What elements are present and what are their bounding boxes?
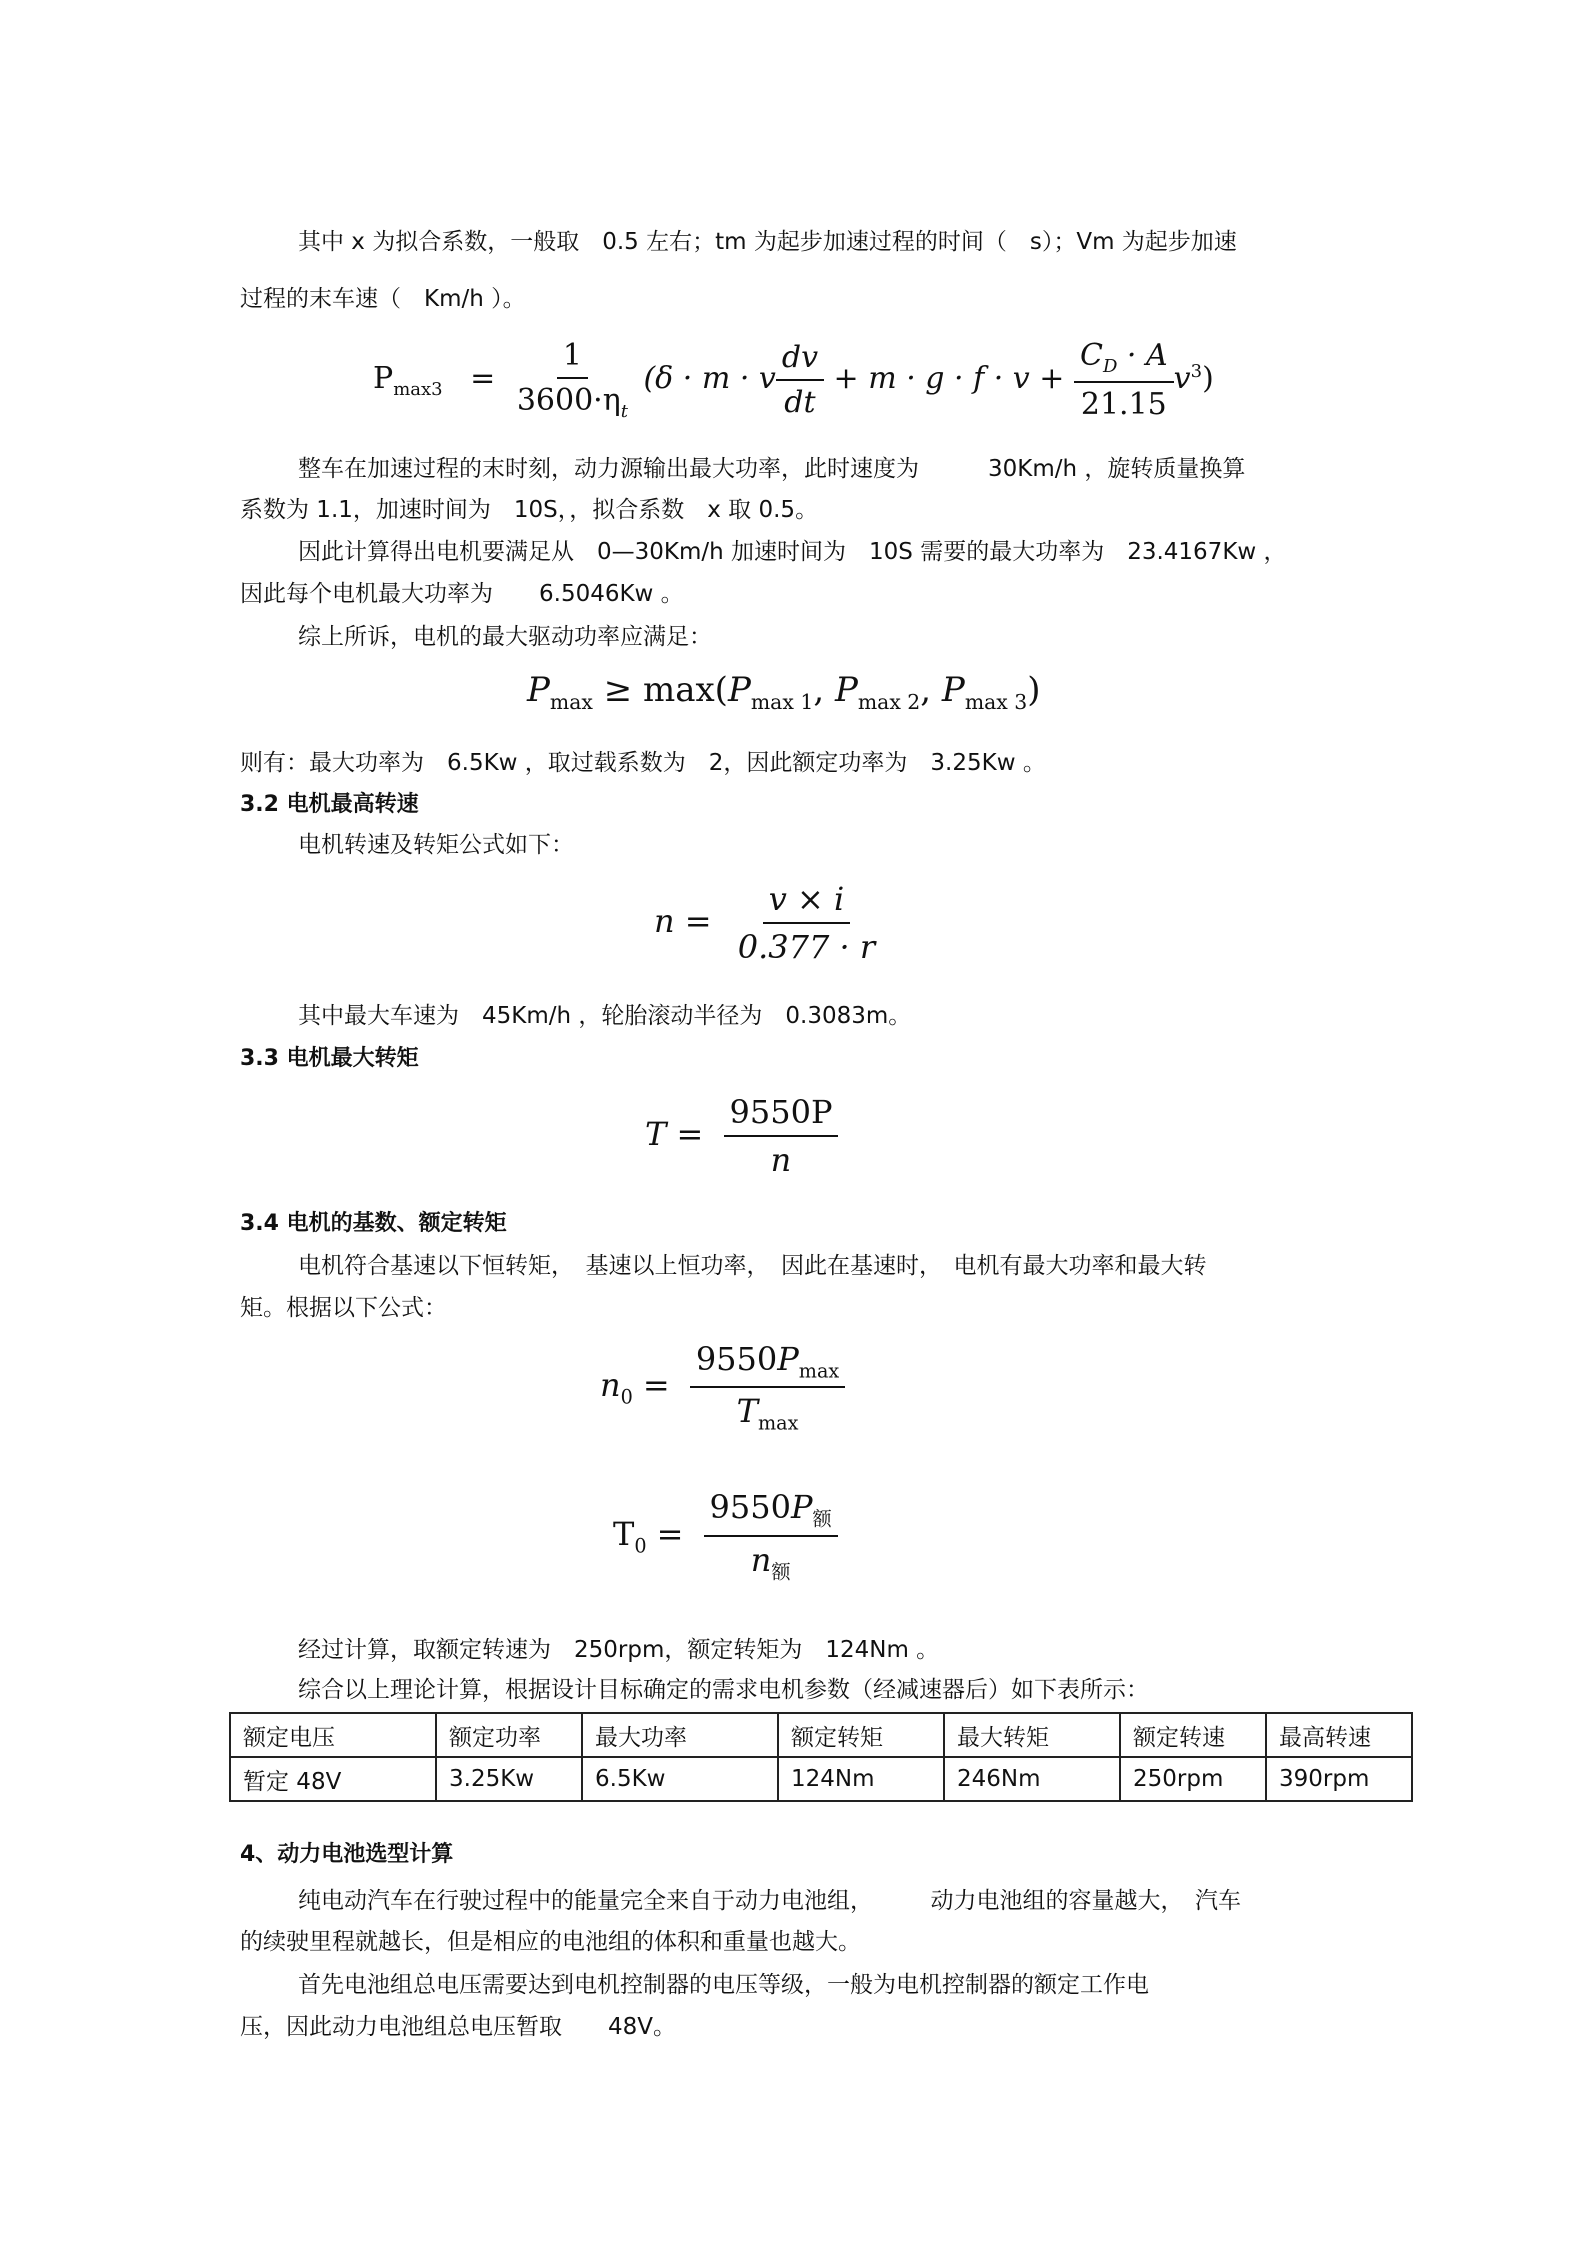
formula-max-torque: T = $\frac{9550P}{n}$ — [645, 1093, 838, 1179]
table-cell: 6.5Kw — [582, 1757, 778, 1801]
paragraph-battery-voltage-cont: 压，因此动力电池组总电压暂取 48V。 — [240, 2014, 677, 2040]
paragraph-summary: 综上所诉，电机的最大驱动功率应满足： — [298, 624, 712, 650]
paragraph-base-speed: 电机符合基速以下恒转矩， 基速以上恒功率， 因此在基速时， 电机有最大功率和最大转 — [298, 1253, 1207, 1279]
motor-parameter-table — [229, 1712, 1413, 1802]
table-cell: 124Nm — [778, 1757, 944, 1801]
heading-3-3: 3.3 电机最大转矩 — [240, 1046, 419, 1071]
paragraph-speed-torque-formula: 电机转速及转矩公式如下： — [298, 832, 574, 858]
table-header-cell: 最大转矩 — [944, 1713, 1120, 1757]
paragraph-table-intro: 综合以上理论计算，根据设计目标确定的需求电机参数（经减速器后）如下表所示： — [298, 1677, 1149, 1703]
formula-pmax-condition: $P_{max} \ge \max(P_{max 1}$, $P_{max 2}$, $P_{max 3}$) — [527, 670, 1041, 714]
paragraph-max-vehicle-speed: 其中最大车速为 45Km/h ，轮胎滚动半径为 0.3083m。 — [298, 1003, 912, 1029]
paragraph-fit-coefficient: 其中 x 为拟合系数，一般取 0.5 左右；tm 为起步加速过程的时间（ s）；Vm 为起步加速 — [298, 229, 1237, 255]
paragraph-rated-power: 则有：最大功率为 6.5Kw ，取过载系数为 2，因此额定功率为 3.25Kw 。 — [240, 750, 1046, 776]
table-cell: 246Nm — [944, 1757, 1120, 1801]
table-cell: 暂定 48V — [230, 1757, 436, 1801]
paragraph-fit-coefficient-cont: 过程的末车速（ Km/h ）。 — [240, 286, 526, 312]
formula-base-speed: $n_0$ = $\frac{9550P_{max}}{T_{max}}$ — [600, 1340, 845, 1435]
table-row — [230, 1757, 1412, 1801]
table-header-cell: 最高转速 — [1266, 1713, 1412, 1757]
table-cell: 250rpm — [1120, 1757, 1266, 1801]
table-header-cell: 额定转矩 — [778, 1713, 944, 1757]
formula-rated-torque: $T_0$ = $\frac{9550P_额}{n_额}$ — [613, 1488, 838, 1585]
table-cell: 390rpm — [1266, 1757, 1412, 1801]
table-cell: 3.25Kw — [436, 1757, 582, 1801]
paragraph-battery-energy-cont: 的续驶里程就越长，但是相应的电池组的体积和重量也越大。 — [240, 1929, 861, 1955]
paragraph-base-speed-cont: 矩。根据以下公式： — [240, 1295, 447, 1321]
formula-speed: n = $\frac{v \times i}{0.377 \cdot r}$ — [654, 880, 876, 966]
table-header-cell: 额定电压 — [230, 1713, 436, 1757]
paragraph-battery-energy: 纯电动汽车在行驶过程中的能量完全来自于动力电池组， 动力电池组的容量越大， 汽车 — [298, 1888, 1241, 1914]
heading-4: 4、动力电池选型计算 — [240, 1842, 454, 1867]
paragraph-battery-voltage: 首先电池组总电压需要达到电机控制器的电压等级，一般为电机控制器的额定工作电 — [298, 1972, 1149, 1998]
formula-pmax3: $P_{max3}$ = $\frac{1}{3600\cdot\eta_t}$ (δ · m · v $\frac{dv}{dt}$ + m · g · f · v + $\frac{C_D \cdot A}{21.15}$ $v^3$) — [373, 338, 1214, 422]
paragraph-max-power-per-motor: 因此每个电机最大功率为 6.5046Kw 。 — [240, 581, 684, 607]
table-header-cell: 额定转速 — [1120, 1713, 1266, 1757]
table-header-cell: 最大功率 — [582, 1713, 778, 1757]
paragraph-max-power-result: 因此计算得出电机要满足从 0—30Km/h 加速时间为 10S 需要的最大功率为 23.4167Kw ， — [298, 539, 1287, 565]
paragraph-end-of-acceleration-cont: 系数为 1.1，加速时间为 10S，，拟合系数 x 取 0.5。 — [240, 497, 819, 523]
heading-3-2: 3.2 电机最高转速 — [240, 792, 419, 817]
table-header-row — [230, 1713, 1412, 1757]
paragraph-rated-values: 经过计算，取额定转速为 250rpm，额定转矩为 124Nm 。 — [298, 1637, 940, 1663]
paragraph-end-of-acceleration: 整车在加速过程的末时刻，动力源输出最大功率，此时速度为 30Km/h ，旋转质量换算 — [298, 456, 1246, 482]
heading-3-4: 3.4 电机的基数、额定转矩 — [240, 1211, 507, 1236]
table-header-cell: 额定功率 — [436, 1713, 582, 1757]
